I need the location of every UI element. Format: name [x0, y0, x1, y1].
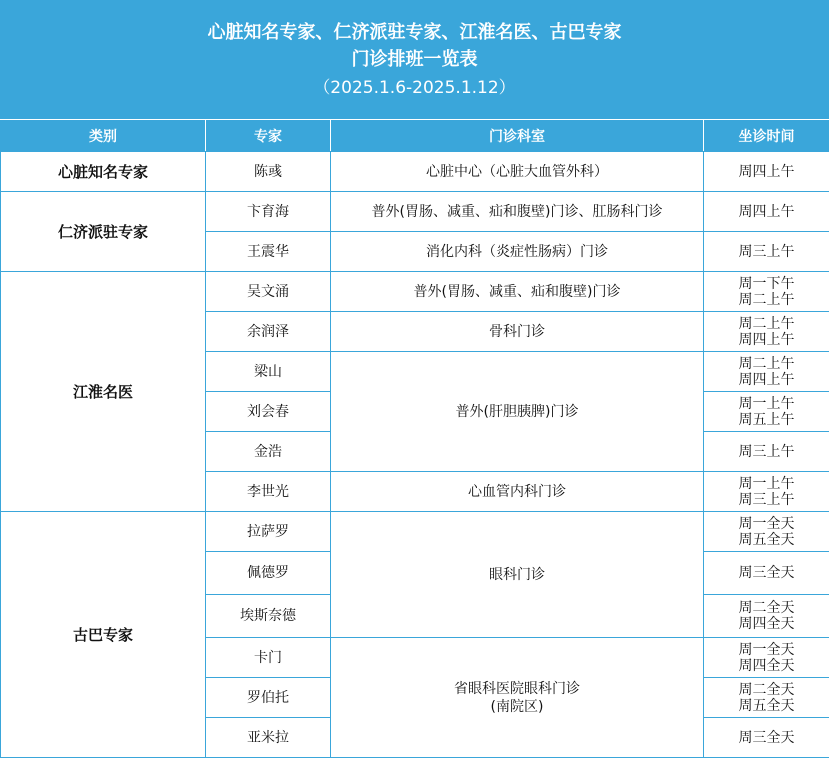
header-expert: 专家 — [206, 121, 331, 152]
header-time: 坐诊时间 — [704, 121, 829, 152]
department-cell — [331, 638, 704, 758]
time-line: 周五全天 — [738, 531, 795, 548]
time-line: 周三上午 — [738, 443, 795, 460]
time-line: 周二上午 — [738, 315, 795, 332]
department-cell: 普外(肝胆胰脾)门诊 — [331, 352, 704, 472]
time-cell — [704, 552, 829, 595]
department-cell: 普外(胃肠、减重、疝和腹壁)门诊 — [331, 272, 704, 312]
time-line: 周五全天 — [738, 697, 795, 714]
time-cell — [704, 232, 829, 272]
department-cell: 心血管内科门诊 — [331, 472, 704, 512]
expert-cell: 亚米拉 — [206, 718, 331, 758]
time-line: 周四上午 — [738, 371, 795, 388]
time-cell — [704, 678, 829, 718]
time-line: 周一全天 — [738, 641, 795, 658]
department-cell: 消化内科（炎症性肠病）门诊 — [331, 232, 704, 272]
time-line: 周二全天 — [738, 600, 795, 616]
time-cell — [704, 718, 829, 758]
time-cell — [704, 512, 829, 552]
department-cell: 眼科门诊 — [331, 512, 704, 638]
expert-cell: 卞育海 — [206, 192, 331, 232]
time-cell — [704, 595, 829, 638]
time-cell — [704, 152, 829, 192]
time-line: 周二全天 — [738, 681, 795, 698]
time-line: 周一全天 — [738, 515, 795, 532]
table-row — [1, 512, 829, 552]
time-line: 周三全天 — [738, 565, 795, 581]
category-cell: 心脏知名专家 — [1, 152, 206, 192]
expert-cell: 梁山 — [206, 352, 331, 392]
expert-cell: 拉萨罗 — [206, 512, 331, 552]
expert-cell: 吴文涌 — [206, 272, 331, 312]
time-line: 周一上午 — [738, 475, 795, 492]
table-row — [1, 152, 829, 192]
time-cell — [704, 312, 829, 352]
department-cell: 骨科门诊 — [331, 312, 704, 352]
expert-cell: 卡门 — [206, 638, 331, 678]
category-cell: 仁济派驻专家 — [1, 192, 206, 272]
category-cell: 江淮名医 — [1, 272, 206, 512]
time-line: 周四上午 — [738, 331, 795, 348]
expert-cell: 刘会春 — [206, 392, 331, 432]
expert-cell: 佩德罗 — [206, 552, 331, 595]
schedule-table — [0, 120, 829, 758]
time-line: 周二上午 — [738, 355, 795, 372]
expert-cell: 埃斯奈德 — [206, 595, 331, 638]
department-cell: 普外(胃肠、减重、疝和腹壁)门诊、肛肠科门诊 — [331, 192, 704, 232]
time-line: 周四全天 — [738, 657, 795, 674]
title-line-1: 心脏知名专家、仁济派驻专家、江淮名医、古巴专家 — [207, 22, 622, 43]
time-line: 周一下午 — [738, 275, 795, 292]
department-cell: 心脏中心（心脏大血管外科） — [331, 152, 704, 192]
time-cell — [704, 192, 829, 232]
category-cell: 古巴专家 — [1, 512, 206, 758]
header-department: 门诊科室 — [331, 121, 704, 152]
expert-cell: 李世光 — [206, 472, 331, 512]
time-line: 周三全天 — [738, 729, 795, 746]
expert-cell: 余润泽 — [206, 312, 331, 352]
expert-cell: 金浩 — [206, 432, 331, 472]
time-cell — [704, 272, 829, 312]
header-category: 类别 — [1, 121, 206, 152]
department-line: 省眼科医院眼科门诊 — [454, 680, 580, 697]
time-line: 周二上午 — [738, 291, 795, 308]
time-cell — [704, 392, 829, 432]
department-line: (南院区) — [490, 698, 544, 715]
time-cell — [704, 472, 829, 512]
time-line: 周一上午 — [738, 395, 795, 412]
time-line: 周三上午 — [738, 243, 795, 260]
header-row — [1, 121, 829, 152]
table-row — [1, 272, 829, 312]
time-cell — [704, 432, 829, 472]
expert-cell: 王震华 — [206, 232, 331, 272]
time-line: 周四上午 — [738, 163, 795, 180]
time-line: 周四全天 — [738, 616, 795, 632]
title-banner — [0, 0, 829, 119]
title-line-3: （2025.1.6-2025.1.12） — [313, 78, 516, 98]
time-line: 周五上午 — [738, 411, 795, 428]
table-row — [1, 192, 829, 232]
expert-cell: 陈彧 — [206, 152, 331, 192]
time-line: 周三上午 — [738, 491, 795, 508]
title-line-2: 门诊排班一览表 — [351, 49, 478, 70]
time-cell — [704, 638, 829, 678]
time-cell — [704, 352, 829, 392]
expert-cell: 罗伯托 — [206, 678, 331, 718]
time-line: 周四上午 — [738, 203, 795, 220]
